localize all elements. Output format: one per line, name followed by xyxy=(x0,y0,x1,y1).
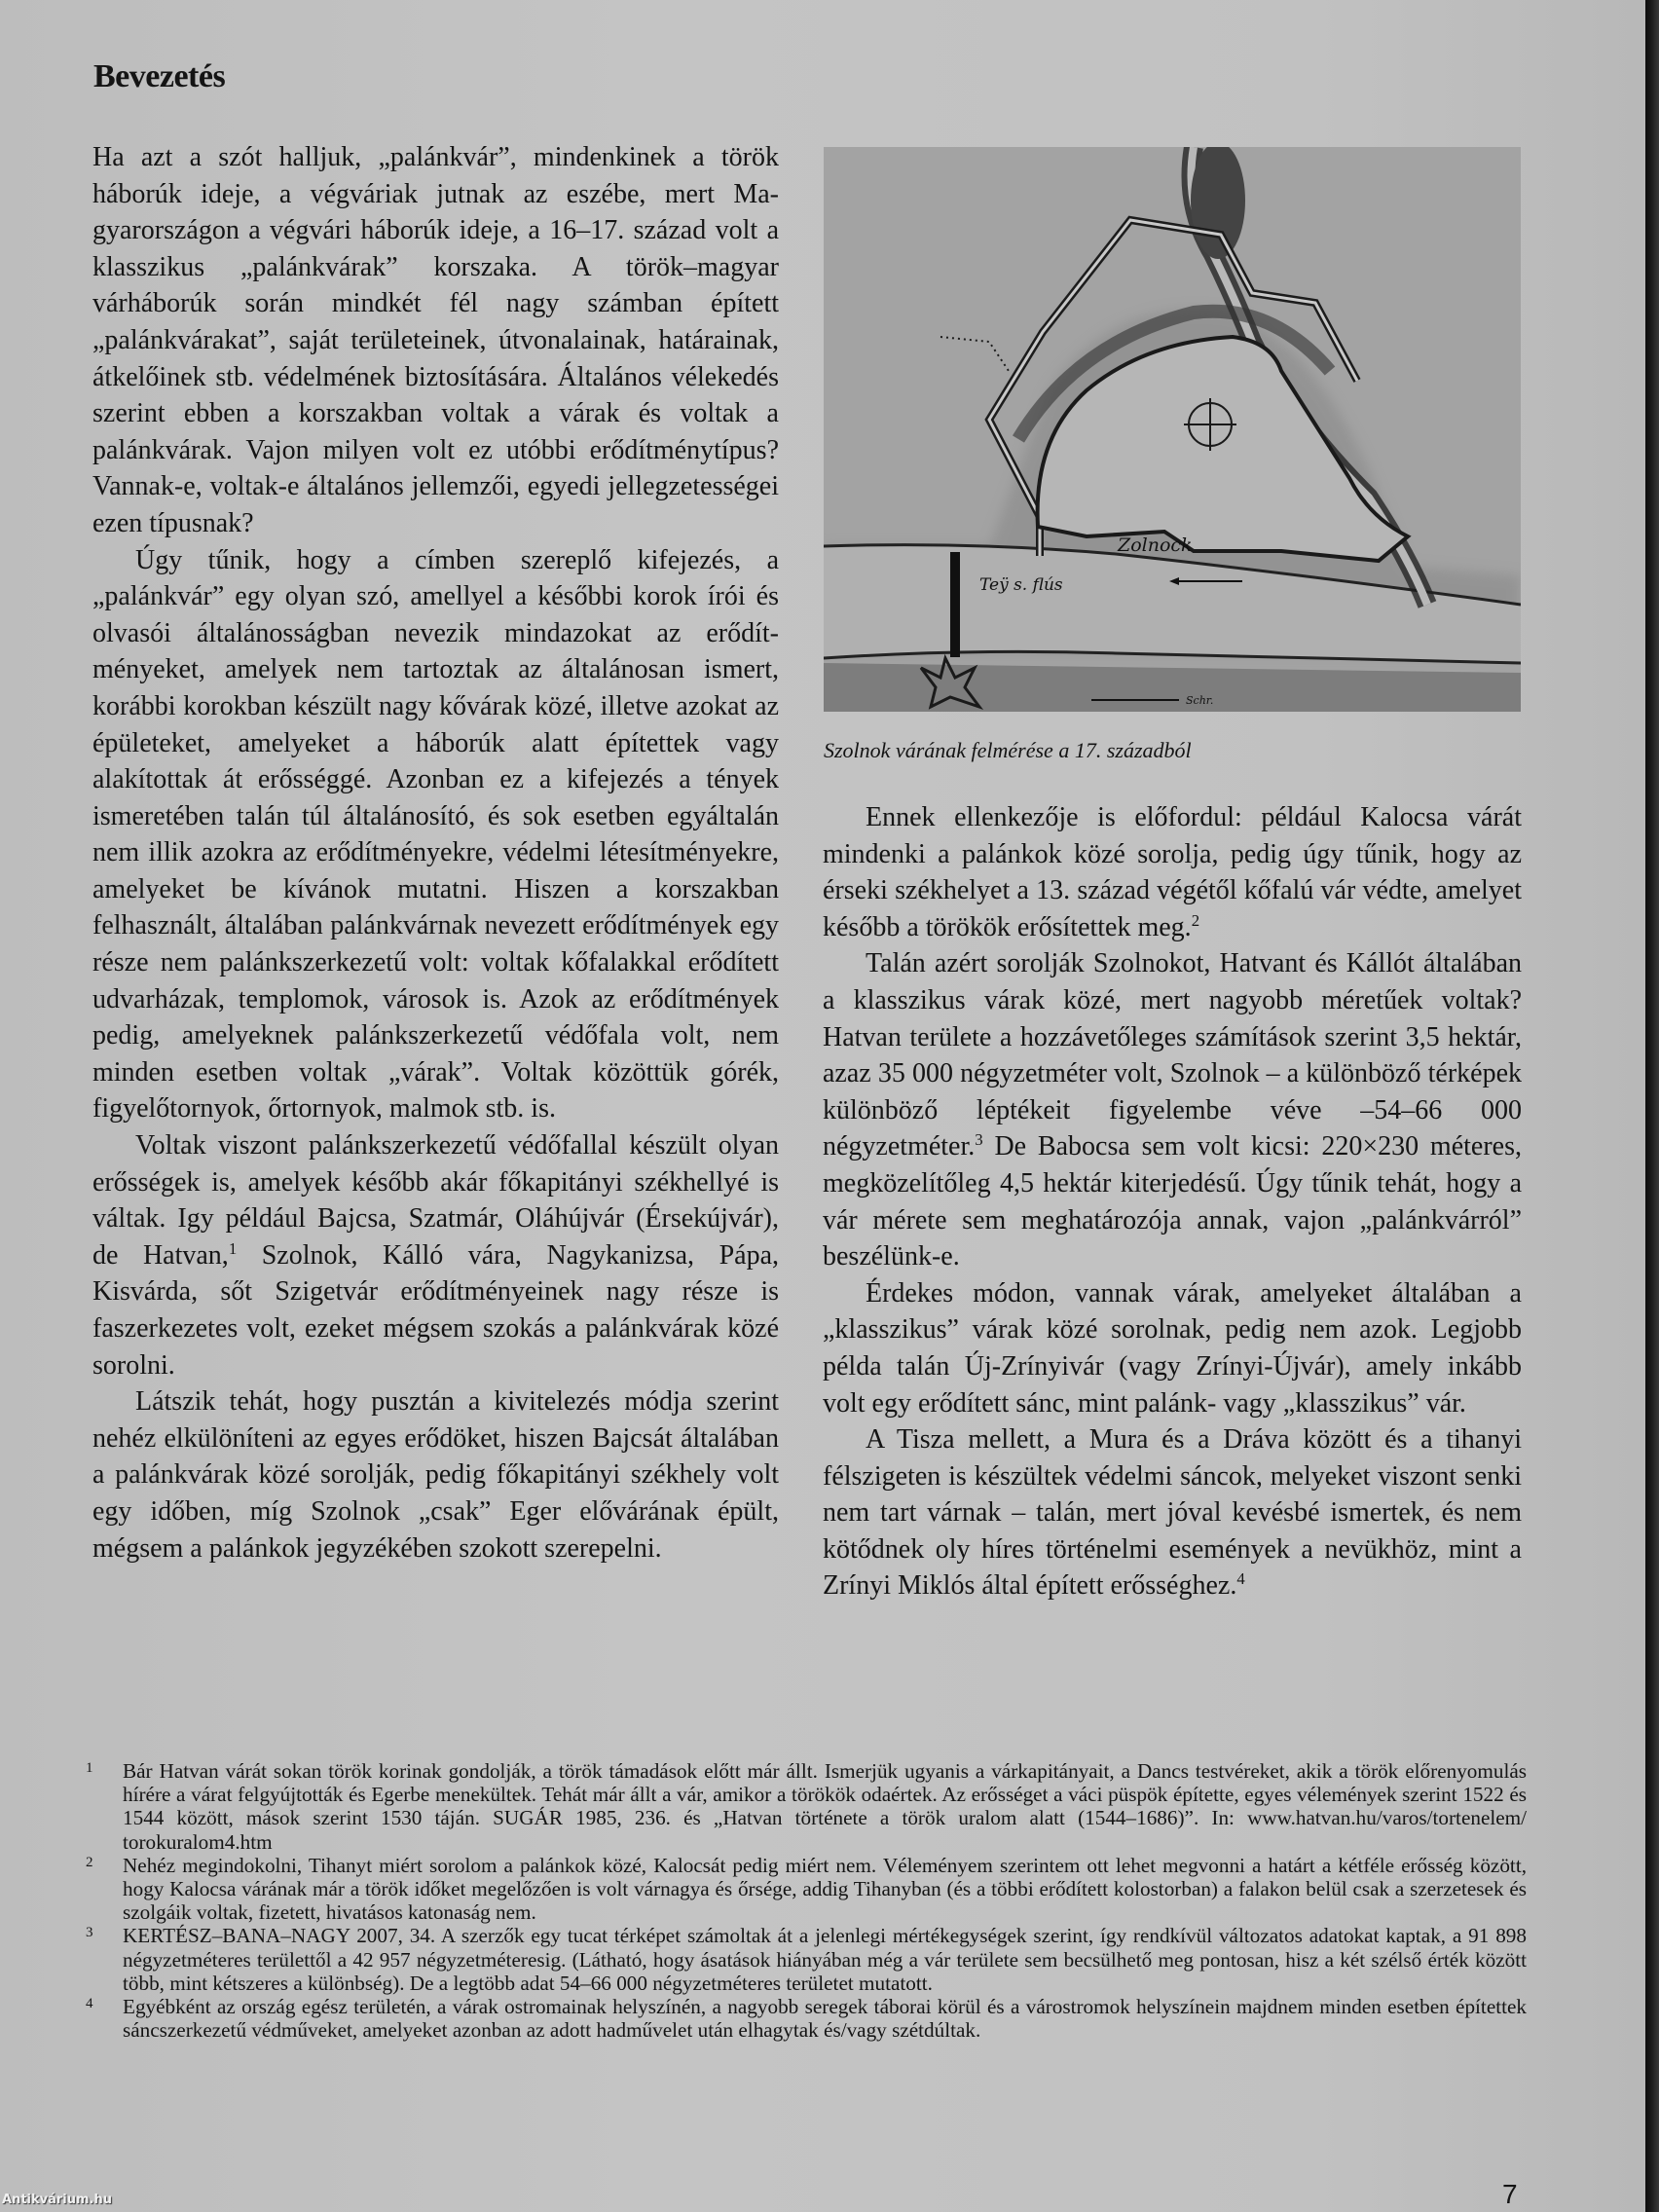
szolnok-fortress-map xyxy=(824,147,1521,712)
paragraph xyxy=(823,1421,1522,1604)
paragraph xyxy=(823,945,1522,1274)
footnote-reference[interactable]: 3 xyxy=(975,1130,983,1150)
paragraph: Érdekes módon, vannak várak, amelyeket általában a „klasszikus” várak közé sorolnak, pedig nem azok. Legjobb példa talán Új-Zrínyivár (vagy Zrínyi-Újvár), amely inkább volt egy erődített sánc, mint palánk- vagy „klasszikus” vár. xyxy=(823,1277,1522,1419)
paragraph: Ha azt a szót halljuk, „palánkvár”, mindenkinek a török háborúk ideje, a végváriak jutnak az eszébe, mert Magyarországon a végvári háborúk ideje, a 16–17. század volt a klasszikus „palánkvárak” korszaka. A török–magyar várháborúk során mindkét fél nagy számban épített „palánkvárakat”, saját területeinek, útvonalainak, határainak, átkelőinek stb. védelmének biztosítására. Általános vélekedés szerint ebben a korszakban voltak a várak és voltak a palánkvárak. Vajon milyen volt ez utóbbi erődítménytípus? Vannak-e, voltak-e általános jellemzői, egyedi jellegzetességei ezen típusnak? xyxy=(92,142,779,538)
footnote-reference[interactable]: 4 xyxy=(1236,1569,1245,1589)
footnote xyxy=(86,1854,1527,1925)
footnote xyxy=(86,1995,1527,2042)
watermark: Antikvárium.hu xyxy=(2,2193,112,2207)
footnote xyxy=(86,1924,1527,1995)
page-number: 7 xyxy=(1502,2179,1518,2209)
map-river-label: Teÿ s. flús xyxy=(979,575,1063,595)
paragraph-text: Ennek ellenkezője is előfordul: például Kalocsa várát mindenki a palánkok közé sorolja, pedig úgy tűnik, hogy az érseki székhelyet a 13. század végétől kőfalú vár védte, amelyet később a törökök erősítettek meg. xyxy=(823,802,1522,942)
footnote-number: 3 xyxy=(86,1925,93,1941)
paragraph: Úgy tűnik, hogy a címben szereplő kifejezés, a „palánkvár” egy olyan szó, amellyel a későbbi korok írói és olvasói általánosságban nevezik mindazokat az erődítményeket, amelyek nem tartoztak az általánosan ismert, korábbi korokban készült nagy kővárak közé, illetve azokat az épületeket, amelyeket a háborúk alatt építettek vagy alakítottak át erősséggé. Azonban ez a kifejezés a tények ismeretében talán túl általánosító, és sok esetben egyáltalán nem illik azokra az erődítményekre, védelmi létesítményekre, amelyeket be kívánok mutatni. Hiszen a korszakban felhasznált, általában palánkvárnak nevezett erődítmények egy része nem palánkszerkezetű volt: voltak kőfalakkal erődített udvarházak, templomok, városok is. Azok az erődítmények pedig, amelyeknek palánkszerkezetű védőfala volt, nem minden esetben voltak „várak”. Voltak közöttük górék, figyelőtornyok, őrtornyok, malmok stb. is. xyxy=(92,544,779,1124)
footnote-text: Nehéz megindokolni, Tihanyt miért sorolom a palánkok közé, Kalocsát pedig miért nem. Véleményem szerintem ott lehet megvonni a határt a kétféle erősség között, hogy Kalocsa várának már a török időket megelőzően is volt várnagya és őrsége, addig Tihanyban (és a többi erődített kolostorban) a falakon belül csak a szerzetesek és szolgáik voltak, fizetett, hivatásos katonaság nem. xyxy=(123,1853,1527,1925)
paragraph-text: Talán azért sorolják Szolnokot, Hatvant és Kállót általában a klasszikus várak közé, mert nagyobb méretűek voltak? Hatvan területe a hozzávetőleges számítások szerint 3,5 hektár, azaz 35 000 négyzetméter volt, Szolnok – a különböző térképek különböző léptékeit figyelembe véve –54–66 000 négyzetméter. xyxy=(823,948,1522,1162)
footnote-number: 2 xyxy=(86,1854,93,1870)
map-scale-label: Schr. xyxy=(1186,694,1214,707)
footnote-reference[interactable]: 1 xyxy=(228,1238,238,1258)
page-title: Bevezetés xyxy=(93,58,226,94)
paragraph xyxy=(92,1127,779,1383)
footnote xyxy=(86,1759,1527,1854)
footnote-text: Egyébként az ország egész területén, a várak ostromainak helyszínén, a nagyobb seregek táborai körül és a várostromok helyszínein majdnem minden esetben építettek sáncszerkezetű védműveket, amelyeket azonban az adott hadművelet után elhagytak és/vagy szétdúltak. xyxy=(123,1995,1527,2043)
right-text-column xyxy=(823,799,1522,1604)
footnote-reference[interactable]: 2 xyxy=(1191,910,1200,930)
historical-map-figure xyxy=(824,147,1521,712)
paragraph: Látszik tehát, hogy pusztán a kivitelezés módja szerint nehéz elkülöníteni az egyes erődöket, hiszen Bajcsát általában a palánkvárak közé sorolják, pedig főkapitányi székhely volt egy időben, míg Szolnok „csak” Eger elővárának épült, mégsem a palánkok jegyzékében szokott szerepelni. xyxy=(92,1386,779,1564)
paragraph-text: De Babocsa sem volt kicsi: 220×230 méteres, megközelítőleg 4,5 hektár kiterjedésű. Úgy tűnik tehát, hogy a vár mérete sem meghatározója annak, vajon „palánkvárról” beszélünk-e. xyxy=(823,1131,1522,1272)
paragraph-text: Voltak viszont palánkszerkezetű védőfallal készült olyan erősségek is, amelyek később akár főkapitányi székhellyé is váltak. Igy például Bajcsa, Szatmár, Oláhújvár (Érsekújvár), de Hatvan, xyxy=(92,1130,779,1271)
map-town-label: Zolnock xyxy=(1118,535,1193,556)
footnotes-section xyxy=(86,1759,1527,2042)
left-text-column xyxy=(92,139,779,1567)
paragraph xyxy=(823,799,1522,945)
footnote-number: 4 xyxy=(86,1996,93,2012)
figure-caption: Szolnok várának felmérése a 17. századból xyxy=(824,738,1192,762)
footnote-text: KERTÉSZ–BANA–NAGY 2007, 34. A szerzők egy tucat térképet számoltak át a jelenlegi mértékegységek szerint, így rendkívül változatos adatokat kaptak, a 91 898 négyzetméteres területtől a 42 957 négyzetméteresig. (Látható, hogy ásatások hiányában még a vár területe sem becsülhető meg pontosan, hisz a két szélső érték között több, mint kétszeres a különbség). De a legtöbb adat 54–66 000 négyzetméteres területet mutatott. xyxy=(123,1924,1527,1995)
footnote-number: 1 xyxy=(86,1760,93,1776)
paragraph-text: Szolnok, Kálló vára, Nagykanizsa, Pápa, Kisvárda, sőt Szigetvár erődítményeinek nagy része is faszerkezetes volt, ezeket mégsem szokás a palánkvárak közé sorolni. xyxy=(92,1239,779,1381)
paragraph-text: A Tisza mellett, a Mura és a Dráva között és a tihanyi félszigeten is készültek védelmi sáncok, melyeket viszont senki nem tart várnak – talán, mert jóval kevésbé ismertek, és nem kötődnek oly híres történelmi események a nevükhöz, mint a Zrínyi Miklós által épített erősséghez. xyxy=(823,1424,1522,1602)
footnote-text: Bár Hatvan várát sokan török korinak gondolják, a török támadások előtt már állt. Ismerjük ugyanis a várkapitányait, a Dancs testvéreket, akik a török előrenyomulás hírére a várat felgyújtották és Egerbe menekültek. Tehát már állt a vár, amikor a törökök odaértek. Az erősséget a váci püspök építette, egyes vélemények szerint 1522 és 1544 között, mások szerint 1530 táján. SUGÁR 1985, 236. és „Hatvan története a török uralom alatt (1544–1686)”. In: www.hatvan.hu/varos/tortenelem/ torokuralom4.htm xyxy=(123,1759,1527,1854)
book-spine-edge xyxy=(1645,0,1659,2212)
